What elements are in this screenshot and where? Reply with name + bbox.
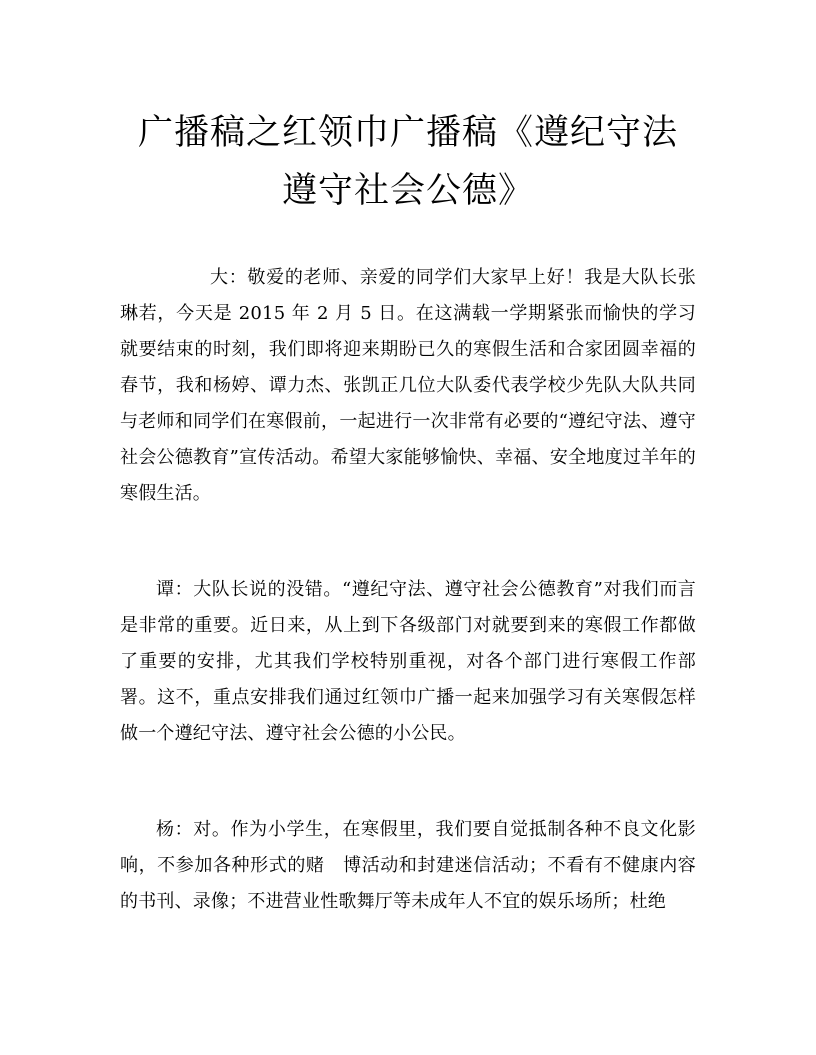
paragraph-tan: 谭：大队长说的没错。“遵纪守法、遵守社会公德教育”对我们而言是非常的重要。近日来，从上到下各级部门对就要到来的寒假工作都做了重要的安排，尤其我们学校特别重视，对各个部门进行寒假工作部署。这不，重点安排我们通过红领巾广播一起来加强学习有关寒假怎样做一个遵纪守法、遵守社会公德的小公民。: [120, 579, 696, 744]
paragraph-yang: 杨：对。作为小学生，在寒假里，我们要自觉抵制各种不良文化影响，不参加各种形式的赌 博活动和封建迷信活动；不看有不健康内容的书刊、录像；不进营业性歌舞厅等未成年人不宜的娱乐场所；杜绝: [120, 819, 696, 912]
document-title: 广播稿之红领巾广播稿《遵纪守法 遵守社会公德》: [137, 113, 678, 211]
paragraph-da: 大：敬爱的老师、亲爱的同学们大家早上好！我是大队长张琳若，今天是 2015 年 2 月 5 日。在这满载一学期紧张而愉快的学习就要结束的时刻，我们即将迎来期盼已久的寒假生活和合家团圆幸福的春节，我和杨婷、谭力杰、张凯正几位大队委代表学校少先队大队共同与老师和同学们在寒假前，一起进行一次非常有必要的“遵纪守法、遵守社会公德教育”宣传活动。希望大家能够愉快、幸福、安全地度过羊年的寒假生活。: [120, 267, 696, 504]
document-body: [120, 260, 696, 920]
